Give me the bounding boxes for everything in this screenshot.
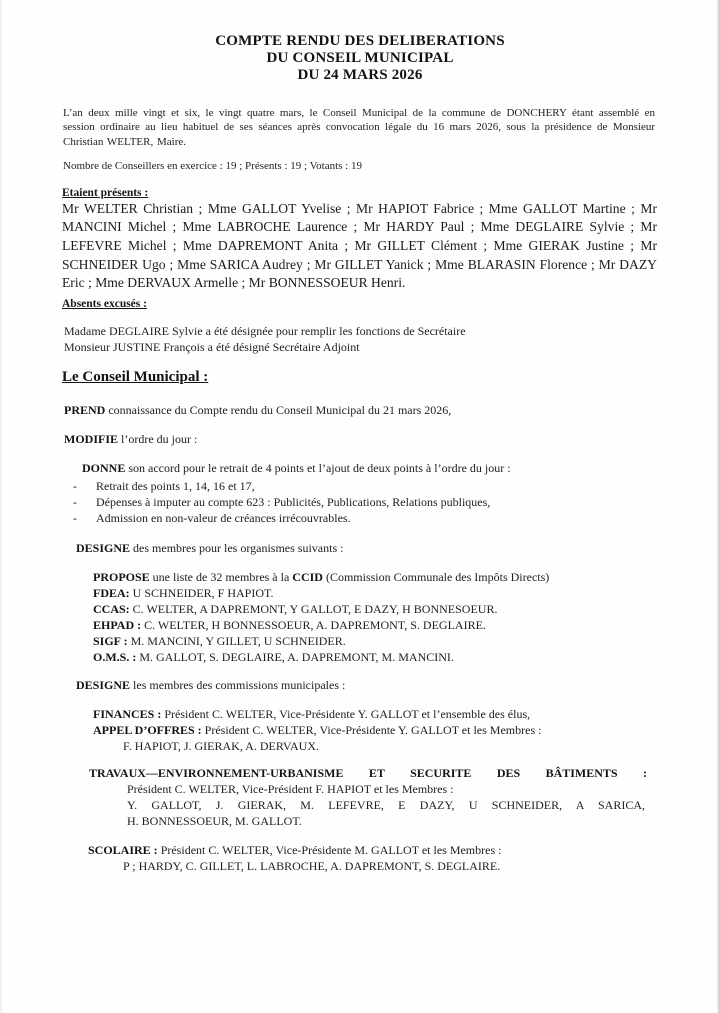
organisme-label: CCAS: <box>93 601 130 616</box>
commission-travaux-members-2: H. BONNESSOEUR, M. GALLOT. <box>127 813 302 828</box>
bullet-item <box>73 478 720 494</box>
title-line-3: DU 24 MARS 2026 <box>297 67 423 83</box>
absents-heading <box>62 297 720 311</box>
organisme-members: M. GALLOT, S. DEGLAIRE, A. DAPREMONT, M. MANCINI. <box>136 649 454 664</box>
deliberation-donne <box>82 460 720 476</box>
designe-commissions-text: les membres des commissions municipales : <box>130 677 346 692</box>
intro-paragraph: L’an deux mille vingt et six, le vingt quatre mars, le Conseil Municipal de la commune de DONCHERY étant assemblé en session ordinaire au lieu habituel de ses séances après convocation légale du 16 mars 2026, sous la présidence de Monsieur Christian WELTER, Maire. <box>63 107 655 148</box>
document-title <box>0 33 720 84</box>
bullet-text-1: Retrait des points 1, 14, 16 et 17, <box>96 478 255 493</box>
bullet-dash: - <box>73 494 77 509</box>
propose-text-rest: (Commission Communale des Impôts Directs) <box>322 569 550 584</box>
donne-bullet-list <box>0 478 720 526</box>
commission-appel-members: F. HAPIOT, J. GIERAK, A. DERVAUX. <box>123 738 319 753</box>
absents-heading-text: Absents excusés : <box>62 297 147 310</box>
organisme-members: C. WELTER, A DAPREMONT, Y GALLOT, E DAZY, H BONNESOEUR. <box>129 601 498 616</box>
commission-travaux-label: TRAVAUX—ENVIRONNEMENT-URBANISME ET SECURITE DES BÂTIMENTS : <box>89 765 647 780</box>
bullet-item <box>73 494 720 510</box>
organisme-row-fdea <box>93 585 720 601</box>
deliberation-prend <box>64 402 720 418</box>
lead-word-prend: PREND <box>64 402 106 417</box>
designe-organismes-text: des membres pour les organismes suivants : <box>130 540 344 555</box>
deliberation-designe-commissions <box>76 677 720 693</box>
lead-word-donne: DONNE <box>82 460 126 475</box>
commission-finances <box>93 706 720 722</box>
lead-word-propose: PROPOSE <box>93 569 150 584</box>
commission-travaux-line-1: Président C. WELTER, Vice-Président F. HAPIOT et les Membres : <box>127 781 454 796</box>
bullet-item <box>73 510 720 526</box>
donne-text: son accord pour le retrait de 4 points et l’ajout de deux points à l’ordre du jour : <box>125 460 511 475</box>
commission-label-finances: FINANCES : <box>93 706 162 721</box>
organisme-members: U SCHNEIDER, F HAPIOT. <box>129 585 274 600</box>
deliberation-modifie <box>64 431 720 447</box>
commission-label-appel: APPEL D’OFFRES : <box>93 722 202 737</box>
commission-appel-text: Président C. WELTER, Vice-Présidente Y. GALLOT et les Membres : <box>201 722 542 737</box>
organisme-members: C. WELTER, H BONNESSOEUR, A. DAPREMONT, S. DEGLAIRE. <box>141 617 486 632</box>
commission-scolaire-text: Président C. WELTER, Vice-Présidente M. GALLOT et les Membres : <box>157 842 502 857</box>
organisme-row-sigf <box>93 633 720 649</box>
commission-label-scolaire: SCOLAIRE : <box>88 842 158 857</box>
commission-appel-offres <box>93 722 720 738</box>
organisme-label: FDEA: <box>93 585 130 600</box>
deliberation-propose <box>93 569 720 585</box>
secretary-line-2: Monsieur JUSTINE François a été désigné Secrétaire Adjoint <box>64 340 360 355</box>
organisme-label: EHPAD : <box>93 617 142 632</box>
lead-word-modifie: MODIFIE <box>64 431 118 446</box>
commission-travaux-details <box>127 781 720 829</box>
deliberation-designe-organismes <box>76 540 720 556</box>
commission-travaux-members-1: Y. GALLOT, J. GIERAK, M. LEFEVRE, E DAZY, U SCHNEIDER, A SARICA, <box>127 797 645 812</box>
bullet-dash: - <box>73 510 77 525</box>
presents-heading-text: Etaient présents : <box>62 186 149 199</box>
organisme-row-ccas <box>93 601 720 617</box>
lead-word-designe-2: DESIGNE <box>76 677 131 692</box>
secretary-designation <box>64 323 720 356</box>
council-heading: Le Conseil Municipal : <box>62 368 209 385</box>
scan-left-edge <box>0 0 2 1013</box>
lead-word-ccid: CCID <box>292 569 323 584</box>
bullet-dash: - <box>73 478 77 493</box>
commission-scolaire-members: P ; HARDY, C. GILLET, L. LABROCHE, A. DAPREMONT, S. DEGLAIRE. <box>123 858 501 873</box>
title-line-1: COMPTE RENDU DES DELIBERATIONS <box>215 33 505 49</box>
commission-finances-text: Président C. WELTER, Vice-Présidente Y. GALLOT et l’ensemble des élus, <box>161 706 531 721</box>
bullet-text-2: Dépenses à imputer au compte 623 : Publicités, Publications, Relations publiques, <box>96 494 491 509</box>
presents-heading <box>62 186 720 200</box>
organisme-label: O.M.S. : <box>93 649 137 664</box>
bullet-text-3: Admission en non-valeur de créances irrécouvrables. <box>96 510 351 525</box>
organisme-row-ehpad <box>93 617 720 633</box>
commission-scolaire <box>88 842 720 858</box>
counselors-count-line: Nombre de Conseillers en exercice : 19 ; Présents : 19 ; Votants : 19 <box>63 159 362 172</box>
propose-text-mid: une liste de 32 membres à la <box>149 569 293 584</box>
lead-word-designe-1: DESIGNE <box>76 540 131 555</box>
presents-list: Mr WELTER Christian ; Mme GALLOT Yvelise ; Mr HAPIOT Fabrice ; Mme GALLOT Martine ; Mr MANCINI Michel ; Mme LABROCHE Laurence ; Mr HARDY Paul ; Mme DEGLAIRE Sylvie ; Mr LEFEVRE Michel ; Mme DAPREMONT Anita ; Mr GILLET Clément ; Mme GIERAK Justine ; Mr SCHNEIDER Ugo ; Mme SARICA Audrey ; Mr GILLET Yanick ; Mme BLARASIN Florence ; Mr DAZY Eric ; Mme DERVAUX Armelle ; Mr BONNESSOEUR Henri. <box>62 200 657 291</box>
organismes-list <box>0 585 720 665</box>
title-line-2: DU CONSEIL MUNICIPAL <box>266 50 454 66</box>
organisme-members: M. MANCINI, Y GILLET, U SCHNEIDER. <box>127 633 346 648</box>
modifie-text: l’ordre du jour : <box>118 431 198 446</box>
organisme-label: SIGF : <box>93 633 128 648</box>
secretary-line-1: Madame DEGLAIRE Sylvie a été désignée pour remplir les fonctions de Secrétaire <box>64 323 466 338</box>
prend-text: connaissance du Compte rendu du Conseil Municipal du 21 mars 2026, <box>105 402 452 417</box>
organisme-row-oms <box>93 649 720 665</box>
